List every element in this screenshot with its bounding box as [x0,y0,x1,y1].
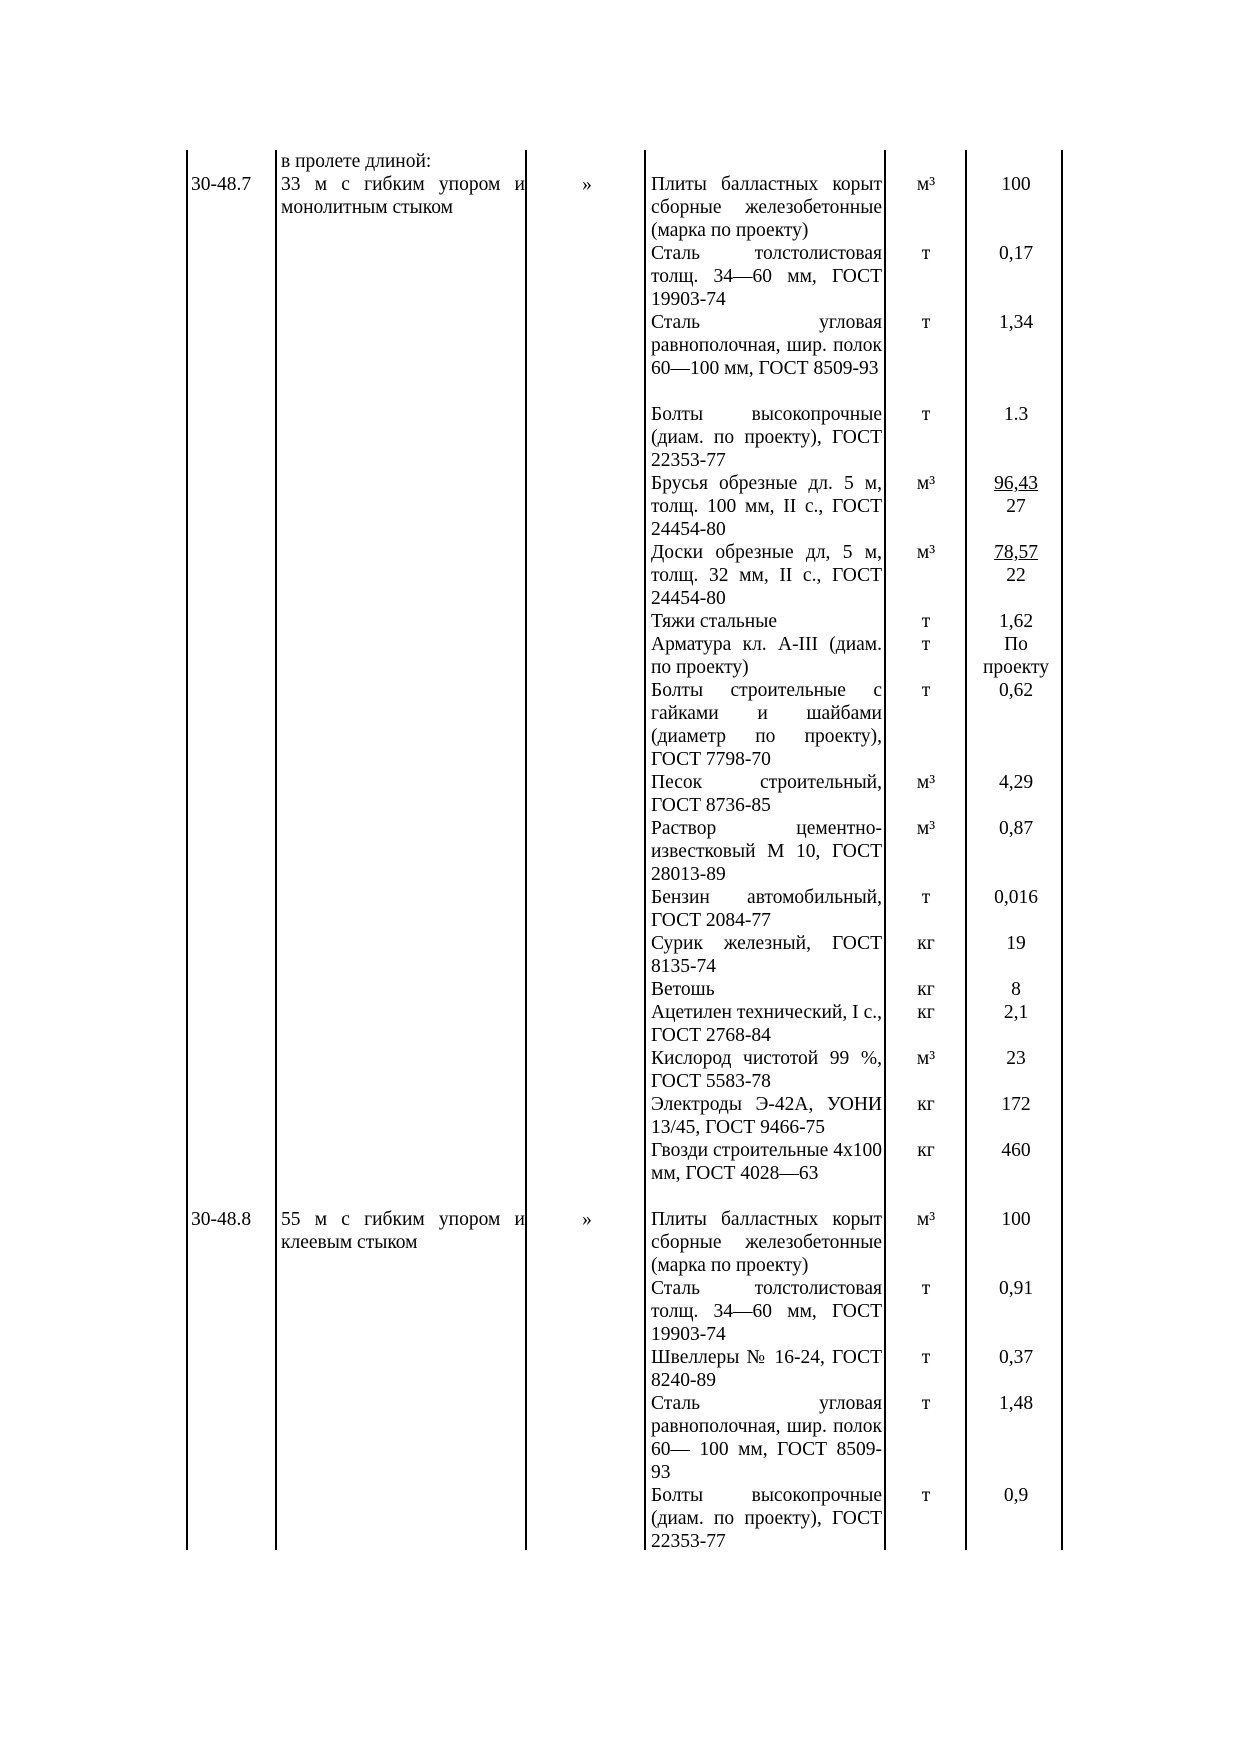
material-unit: т [921,1347,931,1368]
material-name: Бензин автомобильный, ГОСТ 2084-77 [651,887,882,931]
material-qty: 4,29 [998,772,1034,793]
material-unit: кг [917,1094,935,1115]
material-name: Сталь угловая равнополочная, шир. полок 60—100 мм, ГОСТ 8509-93 [651,312,882,379]
material-name: Болты высокопрочные (диам. по проекту), ГОСТ 22353-77 [651,404,882,471]
material-qty: 8 [1011,979,1021,1000]
material-qty: 460 [1001,1140,1031,1161]
material-name: Швеллеры № 16-24, ГОСТ 8240-89 [651,1347,882,1391]
column-rule [644,150,646,1550]
material-name: Ацетилен технический, I с., ГОСТ 2768-84 [651,1002,882,1046]
material-qty: 1,62 [998,611,1034,632]
material-unit: кг [917,1140,935,1161]
material-unit: т [921,611,931,632]
material-qty: 0,17 [998,243,1034,264]
qty-denominator: 27 [1006,496,1026,517]
qty-text: По [1004,634,1028,655]
material-name: Брусья обрезные дл. 5 м, толщ. 100 мм, II с., ГОСТ 24454-80 [651,473,882,540]
material-qty: 0,016 [994,887,1038,908]
material-qty: 0,91 [998,1278,1034,1299]
material-qty: 0,87 [998,818,1034,839]
material-qty: 23 [1006,1048,1026,1069]
qty-text-continued: проекту [982,657,1050,678]
norm-unit-mark: » [582,1209,592,1230]
qty-numerator: 78,57 [994,542,1038,563]
norm-code: 30-48.8 [191,1209,252,1230]
material-name: Сталь толстолистовая толщ. 34—60 мм, ГОСТ 19903-74 [651,1278,882,1345]
material-unit: м³ [916,542,936,563]
section-header-text: в пролете длиной: [281,151,432,172]
material-name: Болты высокопрочные (диам. по проекту), ГОСТ 22353-77 [651,1485,882,1552]
material-name: Сталь толстолистовая толщ. 34—60 мм, ГОСТ 19903-74 [651,243,882,310]
material-qty [968,472,1064,518]
material-unit: т [921,887,931,908]
material-unit: т [921,1485,931,1506]
column-rule [186,150,188,1550]
column-rule [275,150,277,1550]
material-unit: кг [917,1002,935,1023]
material-name: Электроды Э-42А, УОНИ 13/45, ГОСТ 9466-75 [651,1094,882,1138]
material-unit: м³ [916,772,936,793]
material-name: Раствор цементно-известковый М 10, ГОСТ 28013-89 [651,818,882,885]
material-qty: 172 [1001,1094,1031,1115]
material-qty: 100 [1001,174,1031,195]
material-qty: 2,1 [1003,1002,1029,1023]
material-name: Плиты балластных корыт сборные железобетонные (марка по проекту) [651,174,882,241]
material-unit: м³ [916,1209,936,1230]
material-name: Сталь угловая равнополочная, шир. полок 60— 100 мм, ГОСТ 8509-93 [651,1393,882,1483]
material-qty: 0,9 [1003,1485,1029,1506]
qty-denominator: 22 [1006,565,1026,586]
material-qty: 19 [1006,933,1026,954]
material-qty: 0,37 [998,1347,1034,1368]
column-rule [1061,150,1063,1550]
material-unit: т [921,634,931,655]
column-rule [965,150,967,1550]
column-rule [884,150,886,1550]
column-rule [525,150,527,1550]
material-unit: т [921,243,931,264]
material-qty: 100 [1001,1209,1031,1230]
material-qty: 1,34 [998,312,1034,333]
material-unit: т [921,404,931,425]
material-name: Кислород чистотой 99 %, ГОСТ 5583-78 [651,1048,882,1092]
material-name: Песок строительный, ГОСТ 8736-85 [651,772,882,816]
material-name: Доски обрезные дл, 5 м, толщ. 32 мм, II с., ГОСТ 24454-80 [651,542,882,609]
norm-unit-mark: » [582,174,592,195]
material-qty: 1,48 [998,1393,1034,1414]
material-unit: т [921,1393,931,1414]
material-name: Сурик железный, ГОСТ 8135-74 [651,933,882,977]
material-name: Тяжи стальные [651,611,777,632]
material-name: Плиты балластных корыт сборные железобетонные (марка по проекту) [651,1209,882,1276]
material-unit: кг [917,979,935,1000]
material-unit: м³ [916,818,936,839]
material-unit: м³ [916,174,936,195]
material-name: Арматура кл. А-III (диам. по проекту) [651,634,882,678]
norm-description: 55 м с гибким упором и клеевым стыком [281,1209,525,1253]
norm-code: 30-48.7 [191,174,252,195]
material-qty [968,541,1064,587]
material-unit: т [921,312,931,333]
material-unit: т [921,1278,931,1299]
norm-description: 33 м с гибким упором и монолитным стыком [281,174,525,218]
material-name: Гвозди строительные 4x100 мм, ГОСТ 4028—63 [651,1140,882,1184]
material-name: Болты строительные с гайками и шайбами (диаметр по проекту), ГОСТ 7798-70 [651,680,882,770]
material-name: Ветошь [651,979,715,1000]
material-qty: 1.3 [1003,404,1029,425]
material-unit: м³ [916,1048,936,1069]
material-qty [968,633,1064,679]
material-qty: 0,62 [998,680,1034,701]
qty-numerator: 96,43 [994,473,1038,494]
material-unit: кг [917,933,935,954]
material-unit: т [921,680,931,701]
material-unit: м³ [916,473,936,494]
